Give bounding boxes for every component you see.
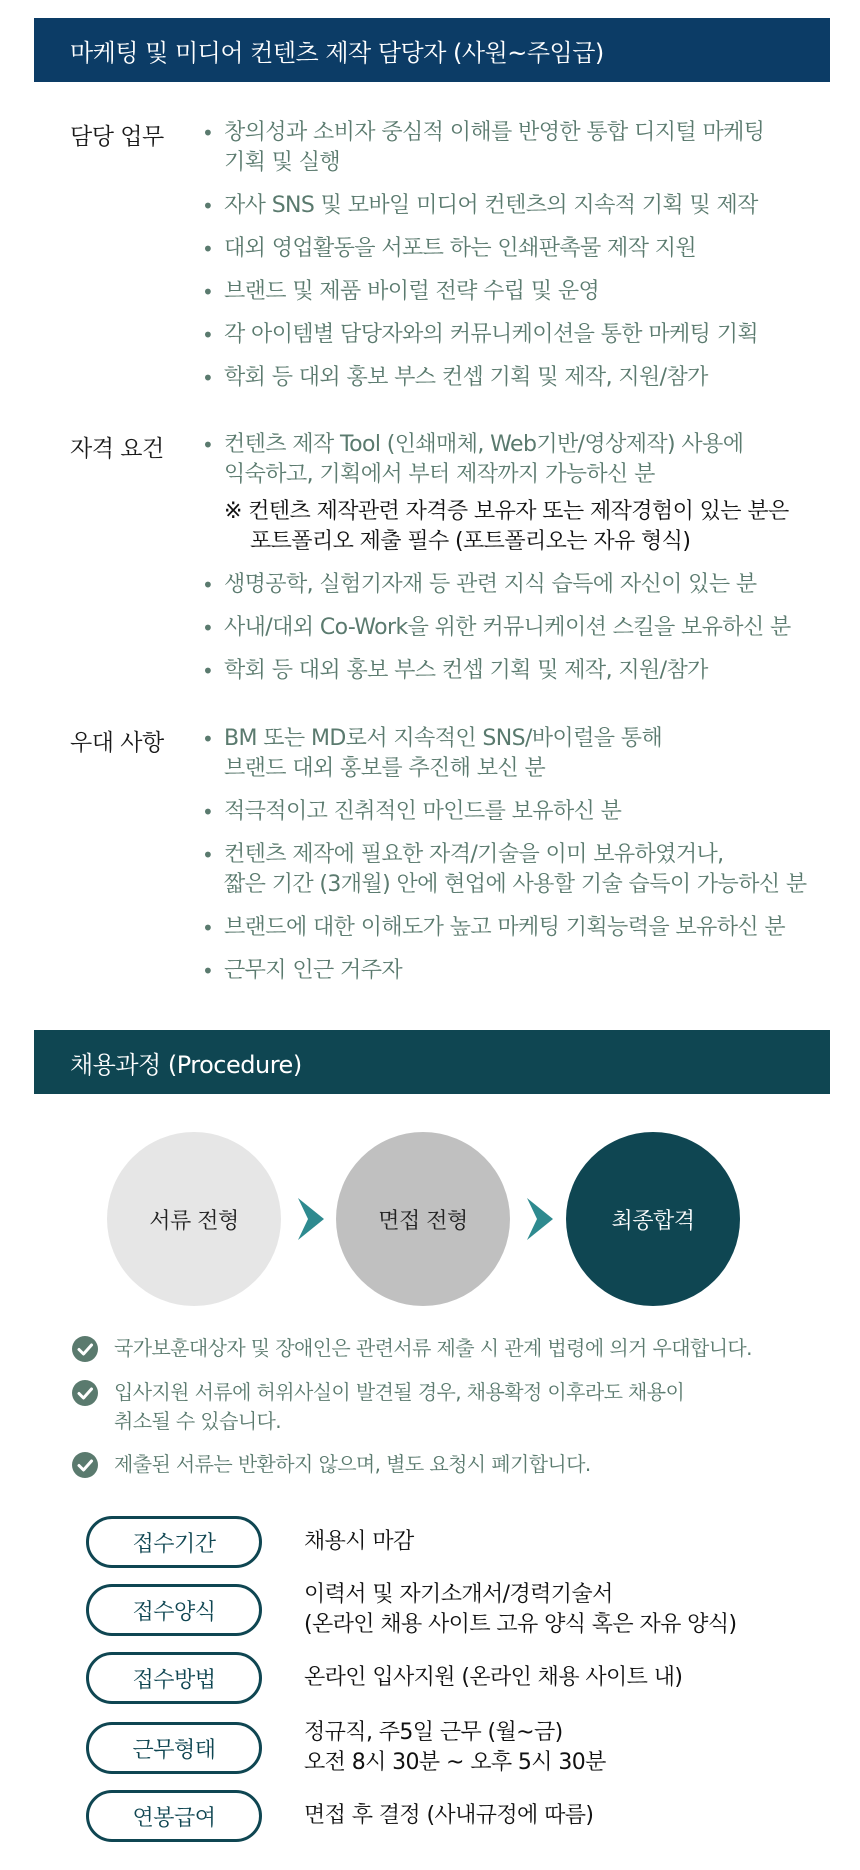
list-item: • 대외 영업활동을 서포트 하는 인쇄판촉물 제작 지원 <box>200 234 840 264</box>
list-item: • 컨텐츠 제작 Tool (인쇄매체, Web기반/영상제작) 사용에 익숙하고, 기획에서 부터 제작까지 가능하신 분 <box>200 430 840 490</box>
step-final-acceptance: 최종합격 <box>566 1132 740 1306</box>
qualifications-list <box>200 430 840 699</box>
check-circle-icon <box>72 1336 98 1362</box>
qualifications-label: 자격 요건 <box>70 436 164 462</box>
list-item: • 근무지 인근 거주자 <box>200 956 840 986</box>
label-pill: 연봉급여 <box>86 1790 262 1842</box>
chevron-right-icon <box>525 1196 555 1242</box>
procedure-title-bar <box>34 1030 830 1094</box>
step-interview: 면접 전형 <box>336 1132 510 1306</box>
step-document-screening: 서류 전형 <box>107 1132 281 1306</box>
check-circle-icon <box>72 1380 98 1406</box>
list-item: • 창의성과 소비자 중심적 이해를 반영한 통합 디지털 마케팅 기획 및 실행 <box>200 118 840 178</box>
duties-label: 담당 업무 <box>70 124 164 150</box>
job-title: 마케팅 및 미디어 컨텐츠 제작 담당자 (사원~주임급) <box>70 38 604 67</box>
list-item: • BM 또는 MD로서 지속적인 SNS/바이럴을 통해 브랜드 대외 홍보를 추진해 보신 분 <box>200 724 840 784</box>
label-pill: 접수양식 <box>86 1584 262 1636</box>
list-item: • 사내/대외 Co-Work을 위한 커뮤니케이션 스킬을 보유하신 분 <box>200 613 840 643</box>
list-item: • 학회 등 대외 홍보 부스 컨셉 기획 및 제작, 지원/참가 <box>200 363 840 393</box>
list-item: • 학회 등 대외 홍보 부스 컨셉 기획 및 제작, 지원/참가 <box>200 656 840 686</box>
label-pill: 접수방법 <box>86 1652 262 1704</box>
preferences-label: 우대 사항 <box>70 730 164 756</box>
list-item: • 생명공학, 실험기자재 등 관련 지식 습득에 자신이 있는 분 <box>200 570 840 600</box>
job-title-bar <box>34 18 830 82</box>
list-item: • 컨텐츠 제작에 필요한 자격/기술을 이미 보유하였거나, 짧은 기간 (3개월) 안에 현업에 사용할 기술 습득이 가능하신 분 <box>200 840 840 900</box>
procedure-title: 채용과정 (Procedure) <box>70 1050 302 1079</box>
label-pill: 근무형태 <box>86 1722 262 1774</box>
check-circle-icon <box>72 1452 98 1478</box>
label-pill: 접수기간 <box>86 1516 262 1568</box>
list-item: • 브랜드 및 제품 바이럴 전략 수립 및 운영 <box>200 277 840 307</box>
duties-list <box>200 118 840 406</box>
portfolio-note: ※ 컨텐츠 제작관련 자격증 보유자 또는 제작경험이 있는 분은 포트폴리오 제출 필수 (포트폴리오는 자유 형식) <box>224 499 789 554</box>
list-item: • 각 아이템별 담당자와의 커뮤니케이션을 통한 마케팅 기획 <box>200 320 840 350</box>
chevron-right-icon <box>296 1196 326 1242</box>
list-item: • 적극적이고 진취적인 마인드를 보유하신 분 <box>200 797 840 827</box>
list-item: • 브랜드에 대한 이해도가 높고 마케팅 기획능력을 보유하신 분 <box>200 913 840 943</box>
list-item: • 자사 SNS 및 모바일 미디어 컨텐츠의 지속적 기획 및 제작 <box>200 191 840 221</box>
preferences-list <box>200 724 840 999</box>
